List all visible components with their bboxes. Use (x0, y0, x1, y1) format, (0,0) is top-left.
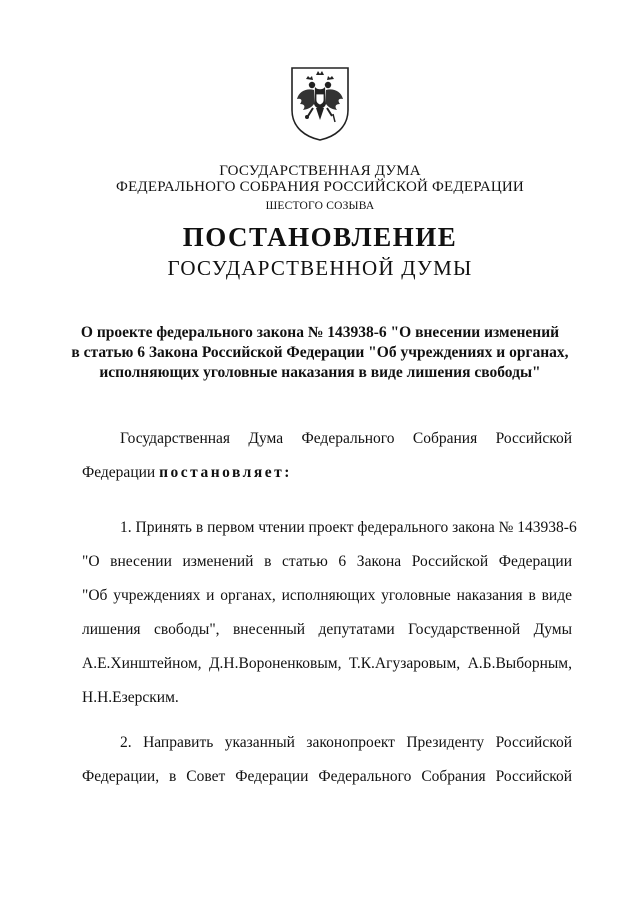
item-line: "О внесении изменений в статью 6 Закона Российской Федерации (82, 553, 572, 570)
item-line: 1. Принять в первом чтении проект федерального закона № 143938-6 (120, 519, 577, 536)
item-1-paragraph (82, 511, 577, 715)
subject-line: в статью 6 Закона Российской Федерации "Об учреждениях и органах, (71, 344, 569, 361)
item-2-paragraph (82, 726, 572, 794)
item-line: лишения свободы", внесенный депутатами Государственной Думы (82, 621, 572, 638)
org-name-line-1: ГОСУДАРСТВЕННАЯ ДУМА (219, 163, 421, 179)
preamble-text: Федерации (82, 464, 160, 481)
preamble (82, 422, 572, 490)
resolution-subject (0, 323, 640, 383)
item-line: "Об учреждениях и органах, исполняющих уголовные наказания в виде (82, 587, 572, 604)
preamble-line: Государственная Дума Федерального Собрания Российской (120, 430, 572, 447)
org-name-line-2: ФЕДЕРАЛЬНОГО СОБРАНИЯ РОССИЙСКОЙ ФЕДЕРАЦИИ (116, 179, 524, 195)
document-type-title: ПОСТАНОВЛЕНИЕ (182, 222, 458, 252)
resolves-keyword: постановляет: (159, 464, 292, 481)
item-line: 2. Направить указанный законопроект Президенту Российской (120, 734, 572, 751)
subject-line: О проекте федерального закона № 143938-6 "О внесении изменений (80, 324, 560, 341)
item-line: Н.Н.Езерским. (82, 689, 179, 706)
item-line: Федерации, в Совет Федерации Федерального Собрания Российской (82, 768, 572, 785)
coat-of-arms-icon (289, 66, 351, 142)
subject-line: исполняющих уголовные наказания в виде лишения свободы" (99, 364, 541, 381)
preamble-line (82, 456, 572, 490)
convocation: ШЕСТОГО СОЗЫВА (265, 200, 375, 212)
document-issuer-subtitle: ГОСУДАРСТВЕННОЙ ДУМЫ (167, 256, 473, 280)
item-line: А.Е.Хинштейном, Д.Н.Вороненковым, Т.К.Агузаровым, А.Б.Выборным, (82, 655, 572, 672)
